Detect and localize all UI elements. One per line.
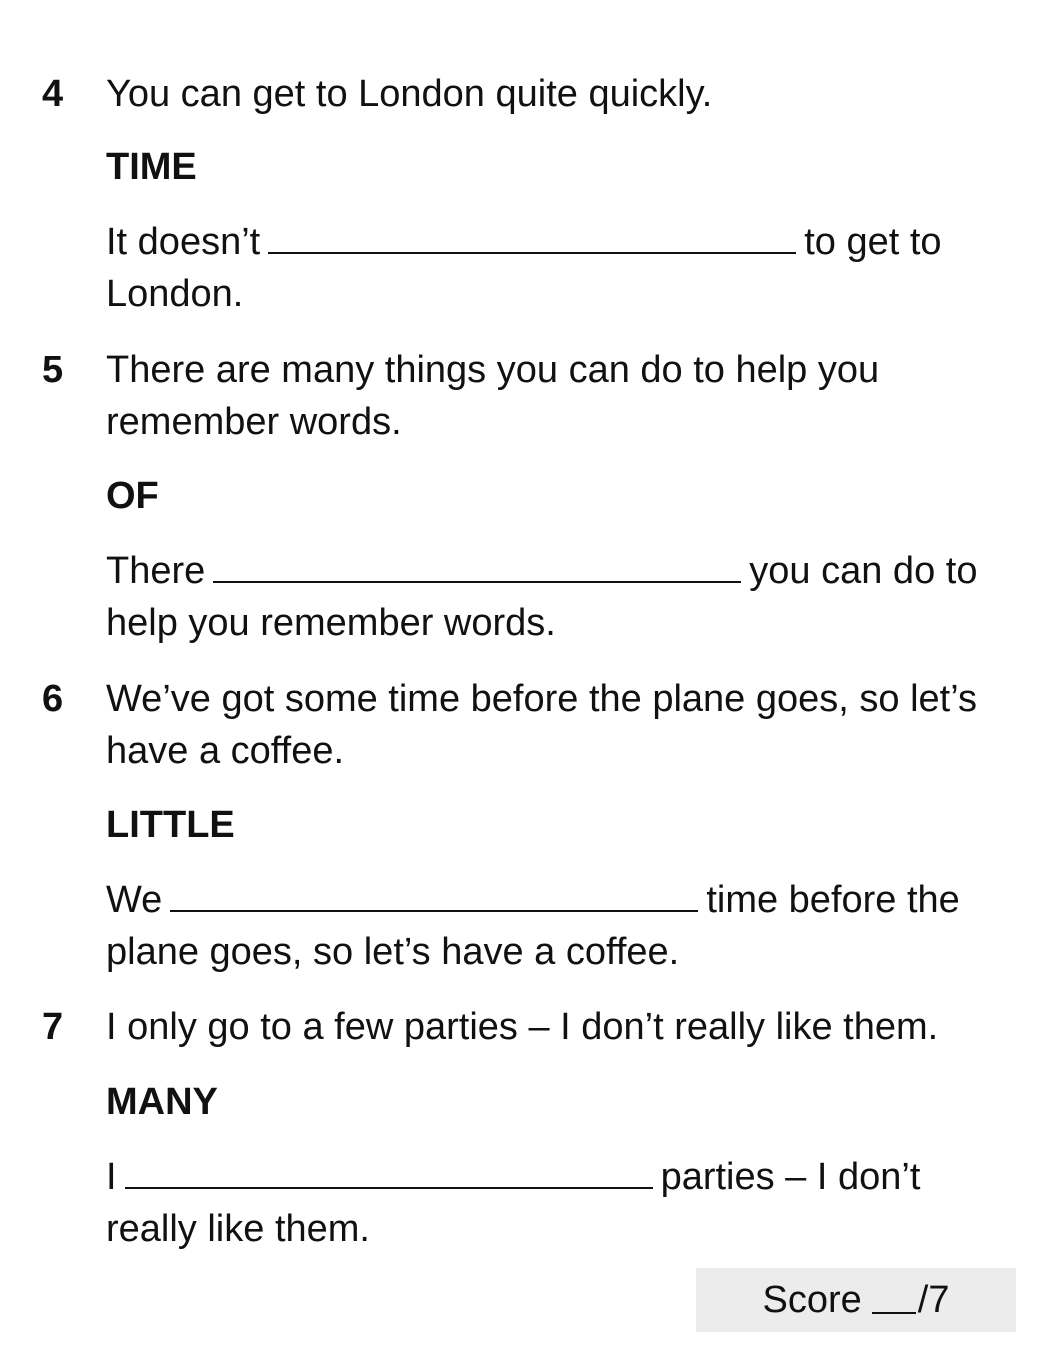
question-prompt: There are many things you can do to help you remember words.: [106, 349, 880, 443]
question-keyword: LITTLE: [106, 804, 235, 846]
answer-after: to get to London.: [106, 221, 942, 315]
answer-sentence: [106, 874, 1006, 978]
answer-before: I: [106, 1156, 117, 1198]
answer-sentence: [106, 216, 1006, 320]
answer-after: parties – I don’t really like them.: [106, 1156, 921, 1250]
question-keyword: MANY: [106, 1081, 218, 1123]
answer-sentence: [106, 545, 1006, 649]
answer-after: you can do to help you remember words.: [106, 550, 978, 644]
score-label: Score: [762, 1278, 862, 1321]
question-number: 4: [42, 73, 64, 115]
answer-sentence: [106, 1151, 1006, 1255]
question-prompt: You can get to London quite quickly.: [106, 73, 713, 115]
answer-before: There: [106, 550, 206, 592]
answer-blank[interactable]: [213, 551, 741, 583]
score-total: /7: [917, 1278, 950, 1321]
question-number: 5: [42, 349, 64, 391]
answer-after: time before the plane goes, so let’s have a coffee.: [106, 879, 960, 973]
question-prompt: I only go to a few parties – I don’t really like them.: [106, 1006, 939, 1048]
score-box: [696, 1268, 1016, 1332]
question-number: 7: [42, 1006, 64, 1048]
answer-before: It doesn’t: [106, 221, 261, 263]
answer-blank[interactable]: [125, 1157, 653, 1189]
answer-blank[interactable]: [170, 880, 698, 912]
score-blank[interactable]: [872, 1286, 916, 1314]
answer-before: We: [106, 879, 163, 921]
answer-blank[interactable]: [268, 222, 796, 254]
question-keyword: TIME: [106, 146, 197, 188]
question-keyword: OF: [106, 475, 159, 517]
question-prompt: We’ve got some time before the plane goes, so let’s have a coffee.: [106, 678, 977, 772]
question-number: 6: [42, 678, 64, 720]
